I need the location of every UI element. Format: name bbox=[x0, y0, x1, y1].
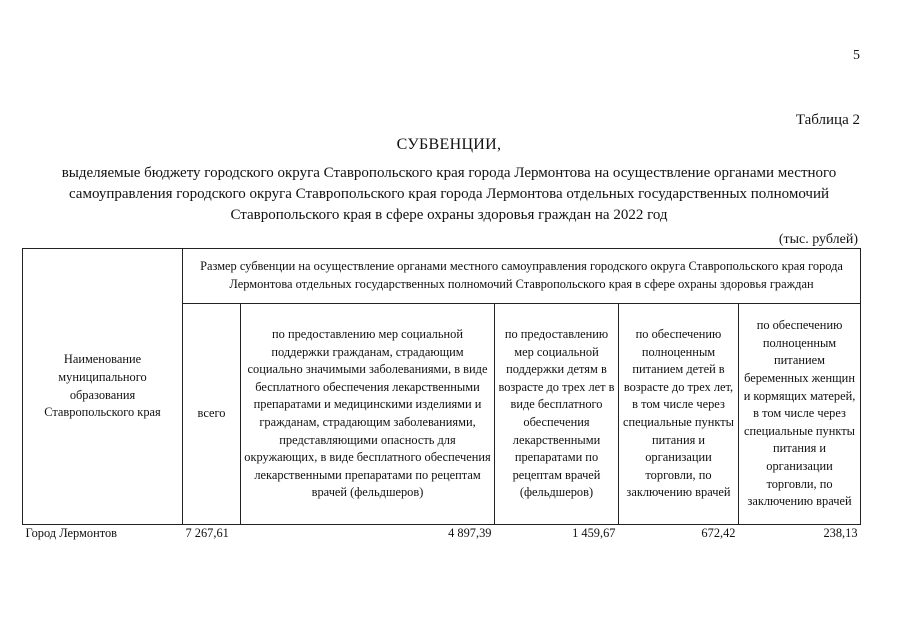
header-children-nutrition: по обеспечению полноценным питанием детей в возрасте до трех лет, в том числе через специальные пункты питания и организации торговли, по заключению врачей bbox=[619, 304, 739, 525]
cell-mothers-nutrition: 238,13 bbox=[823, 526, 858, 540]
header-social-disease-support: по предоставлению мер социальной поддержки гражданам, страдающим социально значимыми заболеваниями, в виде бесплатного обеспечения лекарственными препаратами и медицинскими изделиями и гражданам, страдающим заболеваниями, представляющими опасность для окружающих, в виде бесплатного обеспечения лекарственными препаратами по рецептам врачей (фельдшеров) bbox=[241, 304, 495, 525]
subtitle-line: выделяемые бюджету городского округа Ставропольского края города Лермонтова на осуществление органами местного bbox=[61, 165, 837, 181]
subtitle-line: самоуправления городского округа Ставропольского края города Лермонтова отдельных государственных полномочий bbox=[68, 186, 830, 202]
header-subvention-size: Размер субвенции на осуществление органами местного самоуправления городского округа Ставропольского края города Лермонтова отдельных государственных полномочий Ставропольского края в сфере охраны здоровья граждан bbox=[183, 249, 861, 304]
header-mothers-nutrition: по обеспечению полноценным питанием беременных женщин и кормящих матерей, в том числе через специальные пункты питания и организации торговли, по заключению врачей bbox=[739, 304, 861, 525]
table-row bbox=[23, 525, 861, 544]
cell-social-disease-support: 4 897,39 bbox=[448, 526, 492, 540]
cell-children-nutrition: 672,42 bbox=[701, 526, 736, 540]
header-children-medicine: по предоставлению мер социальной поддержки детям в возрасте до трех лет в виде бесплатного обеспечения лекарственными препаратами по рецептам врачей (фельдшеров) bbox=[495, 304, 619, 525]
header-total: всего bbox=[183, 304, 241, 525]
subtitle-line: Ставропольского края в сфере охраны здоровья граждан на 2022 год bbox=[230, 207, 668, 223]
document-subtitle bbox=[30, 163, 868, 226]
cell-children-medicine: 1 459,67 bbox=[572, 526, 616, 540]
subventions-table bbox=[22, 248, 861, 543]
cell-total: 7 267,61 bbox=[185, 526, 229, 540]
table-label: Таблица 2 bbox=[795, 112, 860, 128]
header-municipality: Наименование муниципального образования Ставропольского края bbox=[23, 249, 183, 525]
page-number: 5 bbox=[853, 48, 860, 63]
document-title: СУБВЕНЦИИ, bbox=[396, 136, 502, 153]
cell-municipality-name: Город Лермонтов bbox=[25, 526, 117, 540]
units-note: (тыс. рублей) bbox=[778, 232, 858, 247]
